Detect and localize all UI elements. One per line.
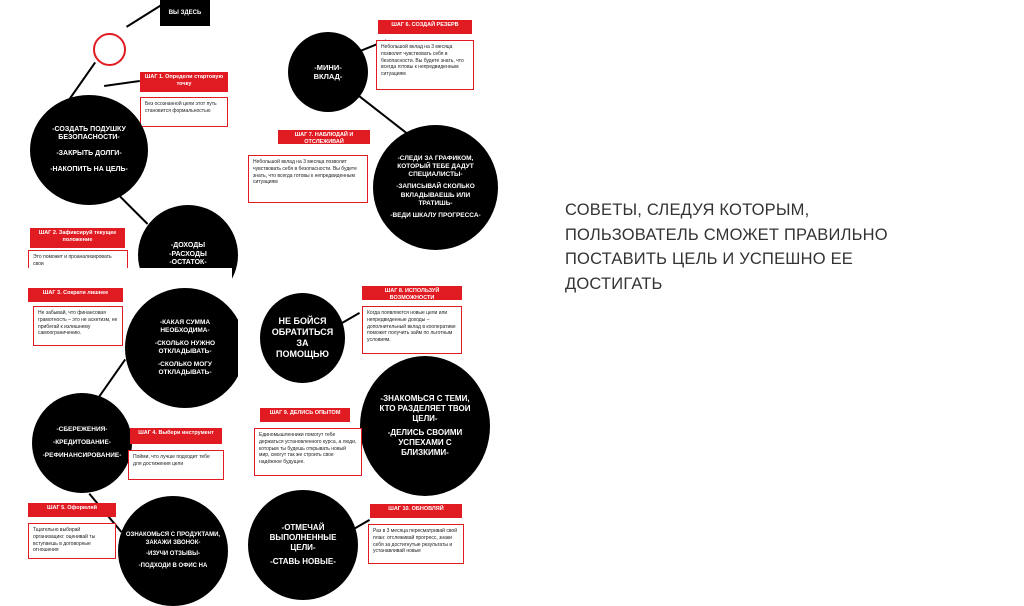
step2-text: Это поможет и проанализировать свои [28, 250, 128, 270]
caption-line: ПОСТАВИТЬ ЦЕЛЬ И УСПЕШНО ЕЕ [565, 250, 853, 268]
tracking-circle: -СЛЕДИ ЗА ГРАФИКОМ, КОТОРЫЙ ТЕБЕ ДАДУТ СПЕЦИАЛИСТЫ- -ЗАПИСЫВАЙ СКОЛЬКО ВКЛАДЫВАЕШЬ ИЛИ ТРАТИШЬ- -ВЕДИ ШКАЛУ ПРОГРЕССА- [373, 125, 498, 250]
you-are-here-label: ВЫ ЗДЕСЬ [160, 0, 210, 26]
step10-text: Раз в 3 месяца пересматривай свой план: отслеживай прогресс, знаки себя за достигнутые результаты и устанавливай новые [368, 524, 464, 564]
poster-steps-1-2 [0, 0, 232, 267]
step5-text: Тщательно выбирай организацию: оценивай ты вступаешь в договорные отношения [28, 523, 116, 559]
amount-circle: -КАКАЯ СУММА НЕОБХОДИМА- -СКОЛЬКО НУЖНО ОТКЛАДЫВАТЬ- -СКОЛЬКО МОГУ ОТКЛАДЫВАТЬ- [125, 288, 245, 408]
poster-steps-8-10 [238, 268, 478, 574]
poster-steps-6-7 [238, 0, 481, 262]
step10-label: ШАГ 10. ОБНОВЛЯЙ [370, 504, 462, 518]
step6-text: Небольшой вклад на 3 месяца позволит чувствовать себя в безопасности. Вы будете знать, что всегда готовы к непредвиденным ситуациям [376, 40, 474, 90]
step1-text: Без осознанной цели этот путь становится формальностью [140, 97, 228, 127]
step7-text: Небольшой вклад на 3 месяца позволит чувствовать себя в безопасности. Вы будете знать, что всегда готовы к непредвиденным ситуациям [248, 155, 368, 203]
connector-line [104, 80, 140, 87]
goal-circle: -СОЗДАТЬ ПОДУШКУ БЕЗОПАСНОСТИ- -ЗАКРЫТЬ ДОЛГИ- -НАКОПИТЬ НА ЦЕЛЬ- [30, 95, 148, 205]
step7-label: ШАГ 7. НАБЛЮДАЙ И ОТСЛЕЖИВАЙ [278, 130, 370, 144]
connector-line [119, 195, 149, 225]
income-circle: -ДОХОДЫ -РАСХОДЫ -ОСТАТОК- [138, 205, 238, 305]
step9-label: ШАГ 9. ДЕЛИСЬ ОПЫТОМ [260, 408, 350, 422]
instrument-circle: -СБЕРЕЖЕНИЯ- -КРЕДИТОВАНИЕ- -РЕФИНАНСИРОВАНИЕ- [32, 393, 132, 493]
connector-line [126, 5, 161, 28]
step5-label: ШАГ 5. Оформляй [28, 503, 116, 517]
step9-text: Единомышленники помогут тебе держаться установленного курса, а люди, которым ты будешь открывать новый мир, смогут так же строить свое надёжное будущее. [254, 428, 362, 476]
slide-caption [565, 198, 895, 296]
products-circle: ОЗНАКОМЬСЯ С ПРОДУКТАМИ, ЗАКАЖИ ЗВОНОК- -ИЗУЧИ ОТЗЫВЫ- -ПОДХОДИ В ОФИС НА [118, 496, 228, 606]
step8-label: ШАГ 8. ИСПОЛЬЗУЙ ВОЗМОЖНОСТИ [362, 286, 462, 300]
start-point-ring [93, 33, 126, 66]
step1-label: ШАГ 1. Определи стартовую точку [140, 72, 228, 92]
step3-label: ШАГ 3. Сократи лишнее [28, 288, 123, 302]
connector-line [340, 312, 360, 325]
step3-text: Не забывай, что финансовая грамотность – это не аскетизм, не прибегай к излишнему самоограничению. [33, 306, 123, 346]
celebrate-circle: -ОТМЕЧАЙ ВЫПОЛНЕННЫЕ ЦЕЛИ- -СТАВЬ НОВЫЕ- [248, 490, 358, 600]
step6-label: ШАГ 6. СОЗДАЙ РЕЗЕРВ [378, 20, 472, 34]
step2-label: ШАГ 2. Зафиксируй текущее положение [30, 228, 125, 248]
caption-line: ПОЛЬЗОВАТЕЛЬ СМОЖЕТ ПРАВИЛЬНО [565, 225, 888, 244]
step4-label: ШАГ 4. Выбери инструмент [130, 428, 222, 444]
step4-text: Пойми, что лучше подходит тебе для достижения цели [128, 450, 224, 480]
step8-text: Когда появляются новые цели или непредвиденные доходы – дополнительный вклад в кооперативе поможет получить займ по льготным условиям. [362, 306, 462, 354]
caption-line: ДОСТИГАТЬ [565, 274, 663, 293]
ask-help-circle: НЕ БОЙСЯ ОБРАТИТЬСЯ ЗА ПОМОЩЬЮ [260, 293, 345, 383]
poster-steps-3-5 [0, 268, 232, 574]
caption-line: СОВЕТЫ, СЛЕДУЯ КОТОРЫМ, [565, 201, 810, 219]
mini-deposit-circle: -МИНИ- ВКЛАД- [288, 32, 368, 112]
share-circle: -ЗНАКОМЬСЯ С ТЕМИ, КТО РАЗДЕЛЯЕТ ТВОИ ЦЕЛИ- -ДЕЛИСЬ СВОИМИ УСПЕХАМИ С БЛИЗКИМИ- [360, 356, 490, 496]
